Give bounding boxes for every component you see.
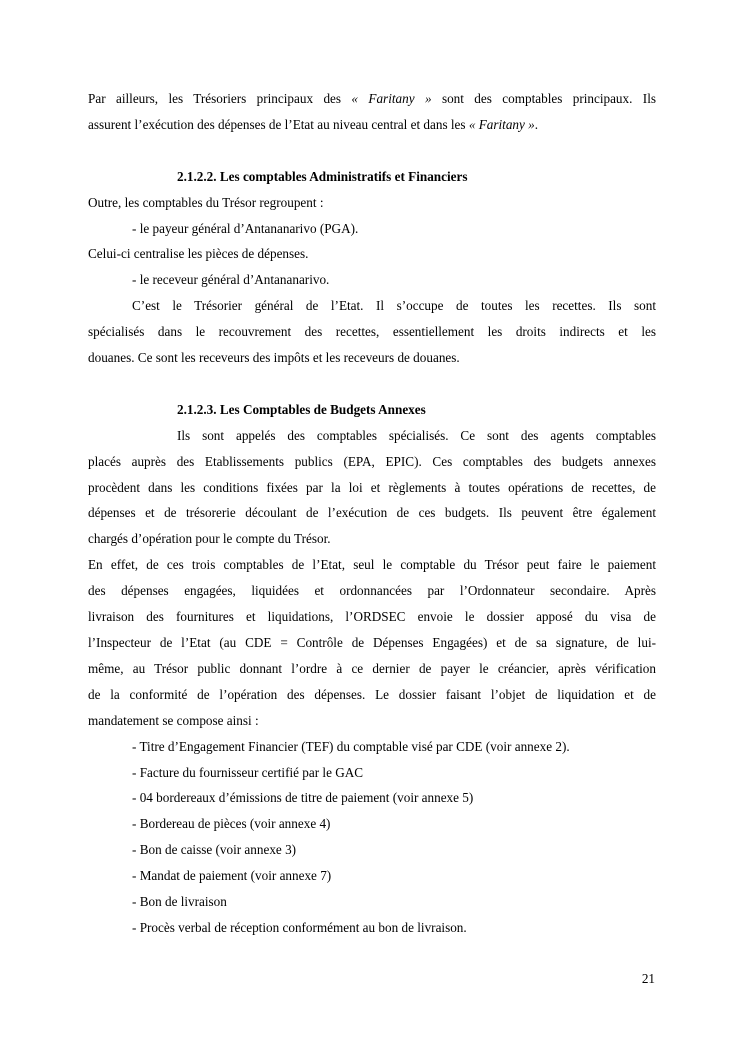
list-item: - Mandat de paiement (voir annexe 7) xyxy=(132,868,332,884)
faritany-term: « Faritany » xyxy=(351,91,432,106)
list-item: - Facture du fournisseur certifié par le GAC xyxy=(132,764,364,780)
list-item: - 04 bordereaux d’émissions de titre de paiement (voir annexe 5) xyxy=(132,790,474,806)
paragraph-line: livraison des fournitures et liquidations, l’ORDSEC envoie le dossier apposé du visa de xyxy=(88,609,656,625)
list-item: - Bon de livraison xyxy=(132,894,227,910)
paragraph-note: Celui-ci centralise les pièces de dépenses. xyxy=(88,246,309,262)
document-page xyxy=(88,86,656,941)
intro-line-2: assurent l’exécution des dépenses de l’Etat au niveau central et dans les « Faritany ». xyxy=(88,116,539,132)
paragraph-line: C’est le Trésorier général de l’Etat. Il s’occupe de toutes les recettes. Ils sont xyxy=(132,298,656,314)
paragraph-line: En effet, de ces trois comptables de l’Etat, seul le comptable du Trésor peut faire le paiement xyxy=(88,557,656,573)
section-heading-2-1-2-2: 2.1.2.2. Les comptables Administratifs et Financiers xyxy=(177,168,468,184)
paragraph-line: mandatement se compose ainsi : xyxy=(88,712,259,728)
paragraph-line: chargés d’opération pour le compte du Trésor. xyxy=(88,531,331,547)
list-item: - Procès verbal de réception conformément au bon de livraison. xyxy=(132,919,467,935)
paragraph-lead: Outre, les comptables du Trésor regroupent : xyxy=(88,194,324,210)
paragraph-line: même, au Trésor public donnant l’ordre à ce dernier de payer le créancier, après vérification xyxy=(88,660,656,676)
paragraph-line: dépenses et de trésorerie découlant de l’exécution de ces budgets. Ils peuvent être également xyxy=(88,505,656,521)
paragraph-line: de la conformité de l’opération des dépenses. Le dossier faisant l’objet de liquidation et de xyxy=(88,686,656,702)
paragraph-line: procèdent dans les conditions fixées par la loi et règlements à toutes opérations de recettes, de xyxy=(88,479,656,495)
paragraph-line: l’Inspecteur de l’Etat (au CDE = Contrôle de Dépenses Engagées) et de sa signature, de lui- xyxy=(88,635,656,650)
paragraph-line: des dépenses engagées, liquidées et ordonnancées par l’Ordonnateur secondaire. Après xyxy=(88,583,656,599)
list-item: - Titre d’Engagement Financier (TEF) du comptable visé par CDE (voir annexe 2). xyxy=(132,738,570,754)
list-item: - Bordereau de pièces (voir annexe 4) xyxy=(132,816,331,832)
paragraph-line: douanes. Ce sont les receveurs des impôts et les receveurs de douanes. xyxy=(88,350,460,366)
page-number: 21 xyxy=(641,971,655,986)
section-heading-2-1-2-3: 2.1.2.3. Les Comptables de Budgets Annexes xyxy=(177,401,426,417)
list-item: - le payeur général d’Antananarivo (PGA). xyxy=(132,220,359,236)
faritany-term: « Faritany » xyxy=(468,116,535,132)
intro-line-1: Par ailleurs, les Trésoriers principaux des « Faritany » sont des comptables principaux. Ils xyxy=(88,91,656,106)
paragraph-line: spécialisés dans le recouvrement des recettes, essentiellement les droits indirects et les xyxy=(88,324,656,340)
paragraph-line: Ils sont appelés des comptables spécialisés. Ce sont des agents comptables xyxy=(177,427,656,443)
paragraph-line: placés auprès des Etablissements publics (EPA, EPIC). Ces comptables des budgets annexes xyxy=(88,453,656,469)
list-item: - Bon de caisse (voir annexe 3) xyxy=(132,842,297,858)
list-item: - le receveur général d’Antananarivo. xyxy=(132,272,330,288)
